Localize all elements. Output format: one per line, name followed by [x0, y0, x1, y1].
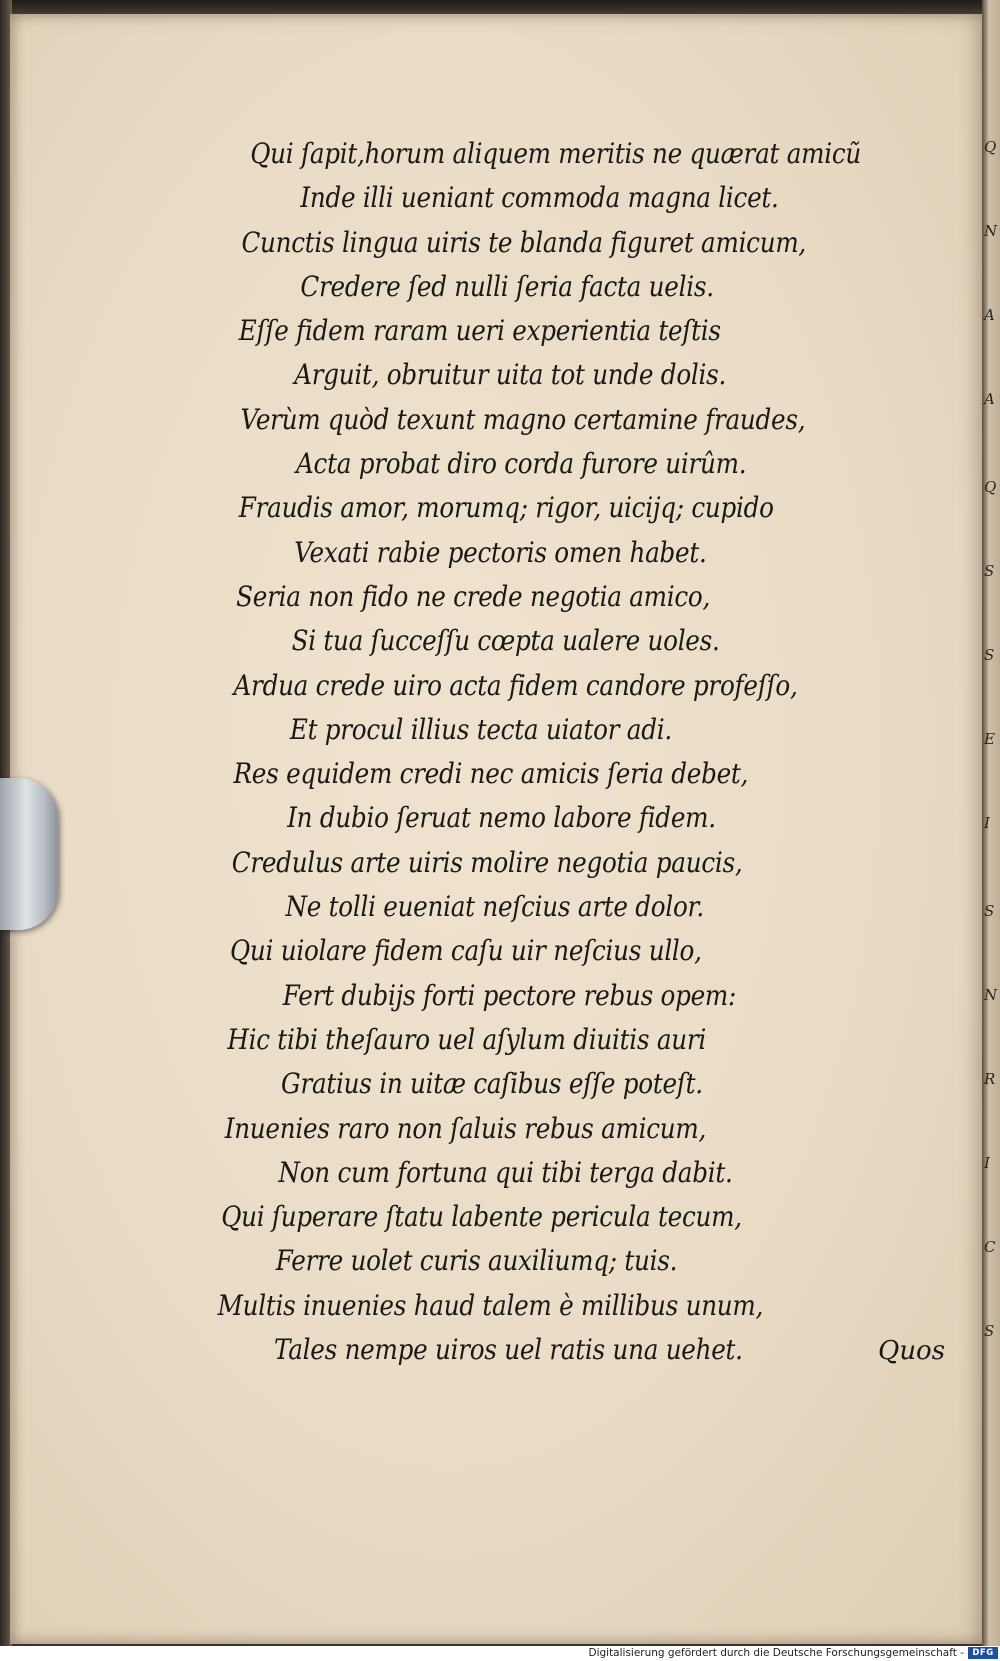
verse-line: Acta probat diro corda furore uirûm. — [296, 447, 747, 481]
footer-bar — [0, 1646, 1000, 1661]
leaf-fragment: E — [984, 730, 995, 748]
catchword: Quos — [878, 1336, 946, 1366]
verse-line: Credulus arte uiris molire negotia paucis, — [231, 845, 743, 879]
leaf-fragment: Q — [984, 138, 997, 156]
verse-line: Vexati rabie pectoris omen habet. — [294, 535, 707, 569]
verse-line: Multis inuenies haud talem è millibus unum, — [217, 1288, 764, 1322]
verse-line: Et procul illius tecta uiator adi. — [289, 712, 672, 746]
verse-line: Verùm quòd texunt magno certamine fraudes, — [240, 402, 806, 436]
leaf-fragment: S — [984, 562, 995, 580]
verse-line: Fraudis amor, morumq; rigor, uicijq; cupido — [238, 491, 774, 525]
verse-line: Qui ſuperare ſtatu labente pericula tecum, — [221, 1200, 742, 1234]
leaf-fragment: A — [984, 306, 995, 324]
verse-line: Ne tolli eueniat neſcius arte dolor. — [285, 890, 704, 924]
verse-line: Tales nempe uiros uel ratis una uehet. — [274, 1333, 743, 1367]
leaf-fragment: S — [984, 1322, 995, 1340]
leaf-fragment: I — [984, 814, 990, 832]
verse-line: Inde illi ueniant commoda magna licet. — [300, 181, 779, 215]
verse-line: Inuenies raro non ſaluis rebus amicum, — [224, 1111, 707, 1145]
leaf-fragment: N — [984, 222, 998, 240]
verse-line: Ardua crede uiro acta fidem candore profeſſo, — [233, 668, 798, 702]
verse-text — [10, 132, 970, 1372]
verse-line: Qui ſapit,horum aliquem meritis ne quærat amicũ — [250, 137, 862, 170]
verse-line: Si tua ſucceſſu cœpta ualere uoles. — [291, 624, 720, 658]
verse-line: Eſſe fidem raram ueri experientia teſtis — [238, 314, 721, 348]
verse-line: Fert dubijs forti pectore rebus opem: — [282, 978, 737, 1012]
leaf-fragment: N — [984, 986, 998, 1004]
leaf-fragment: C — [984, 1238, 996, 1256]
verse-line: Arguit, obruitur uita tot unde dolis. — [294, 358, 727, 392]
leaf-fragment: I — [984, 1154, 990, 1172]
verse-line: Cunctis lingua uiris te blanda figuret amicum, — [241, 225, 807, 259]
verse-line: Hic tibi theſauro uel aſylum diuitis auri — [227, 1022, 707, 1056]
binding-clip — [0, 778, 58, 930]
leaf-fragment: A — [984, 390, 995, 408]
leaf-fragment: R — [984, 1070, 996, 1088]
verse-line: Ferre uolet curis auxiliumq; tuis. — [275, 1244, 678, 1278]
dfg-logo: DFG — [968, 1647, 998, 1659]
leaf-fragment: S — [984, 902, 995, 920]
leaf-fragment: S — [984, 646, 995, 664]
verse-line: Non cum fortuna qui tibi terga dabit. — [278, 1155, 733, 1189]
digitization-credit: Digitalisierung gefördert durch die Deutsche Forschungsgemeinschaft - — [588, 1647, 964, 1659]
book-page — [10, 14, 985, 1644]
leaf-fragment: Q — [984, 478, 997, 496]
verse-line: Gratius in uitæ caſibus eſſe poteſt. — [281, 1067, 703, 1101]
verse-line: Res equidem credi nec amicis ſeria debet, — [233, 757, 749, 791]
verse-line: Seria non fido ne crede negotia amico, — [236, 579, 711, 613]
verse-line: In dubio ſeruat nemo labore fidem. — [287, 801, 716, 835]
verse-line: Qui uiolare fidem caſu uir neſcius ullo, — [230, 934, 702, 968]
next-leaf-edge — [982, 0, 1000, 1646]
verse-line: Credere ſed nulli ſeria facta uelis. — [300, 269, 714, 303]
